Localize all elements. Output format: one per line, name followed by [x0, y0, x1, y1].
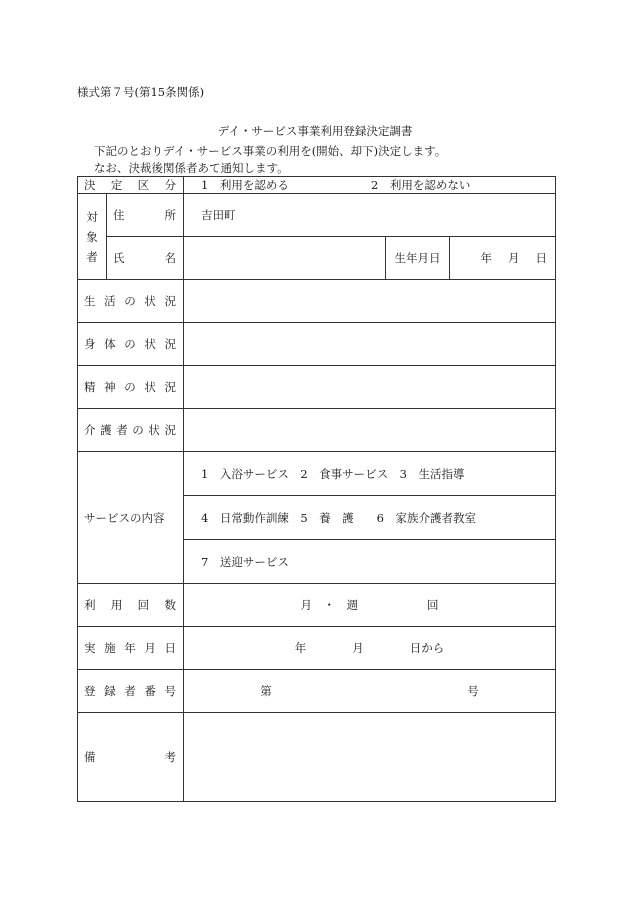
- name-value[interactable]: [184, 237, 386, 280]
- decision-label-cell: [78, 177, 184, 194]
- service-line-3[interactable]: 7 送迎サービス: [201, 554, 289, 569]
- service-content-label-cell: [78, 452, 184, 584]
- usage-count-label-cell: 利 用 回 数: [78, 584, 184, 627]
- mental-condition-value[interactable]: [184, 366, 556, 409]
- remarks-label-cell: 備 考: [78, 713, 184, 802]
- birthdate-label: 生年月日: [386, 237, 450, 280]
- physical-condition-value[interactable]: [184, 323, 556, 366]
- remarks-value[interactable]: [184, 713, 556, 802]
- service-content-cell: [184, 452, 556, 584]
- registration-form-table: [77, 176, 556, 802]
- birthdate-value[interactable]: 年 月 日: [450, 237, 556, 280]
- intro-line-2: なお、決裁後関係者あて通知します。: [94, 161, 289, 175]
- address-value[interactable]: 吉田町: [184, 194, 556, 237]
- decision-option-deny[interactable]: 2 利用を認めない: [371, 178, 471, 192]
- start-date-value[interactable]: 年 月 日から: [184, 627, 556, 670]
- registration-number-label-cell: 登 録 者 番 号: [78, 670, 184, 713]
- service-line-2[interactable]: 4 日常動作訓練 5 養 護 6 家族介護者教室: [184, 496, 555, 540]
- usage-count-value[interactable]: 月 ・ 週 回: [184, 584, 556, 627]
- document-title: デイ・サービス事業利用登録決定調書: [217, 124, 413, 138]
- service-content-label: サービスの内容: [84, 510, 165, 525]
- decision-option-approve[interactable]: 1 利用を認める: [201, 178, 289, 192]
- caregiver-condition-value[interactable]: [184, 409, 556, 452]
- intro-line-1: 下記のとおりデイ・サービス事業の利用を(開始、却下)決定します。: [94, 144, 447, 158]
- subject-label-cell: 対 象 者: [78, 194, 107, 280]
- registration-number-value[interactable]: 第 号: [184, 670, 556, 713]
- physical-condition-label-cell: 身 体 の 状 況: [78, 323, 184, 366]
- service-line-1[interactable]: 1 入浴サービス 2 食事サービス 3 生活指導: [184, 452, 555, 496]
- name-label: 氏 名: [113, 251, 176, 265]
- address-label-cell: [107, 194, 184, 237]
- name-label-cell: [107, 237, 184, 280]
- caregiver-condition-label-cell: 介 護 者 の 状 況: [78, 409, 184, 452]
- mental-condition-label-cell: 精 神 の 状 況: [78, 366, 184, 409]
- address-label: 住 所: [113, 208, 176, 222]
- start-date-label-cell: 実 施 年 月 日: [78, 627, 184, 670]
- living-condition-value[interactable]: [184, 280, 556, 323]
- form-number: 様式第７号(第15条関係): [77, 85, 205, 99]
- living-condition-label-cell: 生 活 の 状 況: [78, 280, 184, 323]
- decision-options-cell: [184, 177, 556, 194]
- decision-label: 決 定 区 分: [84, 178, 176, 192]
